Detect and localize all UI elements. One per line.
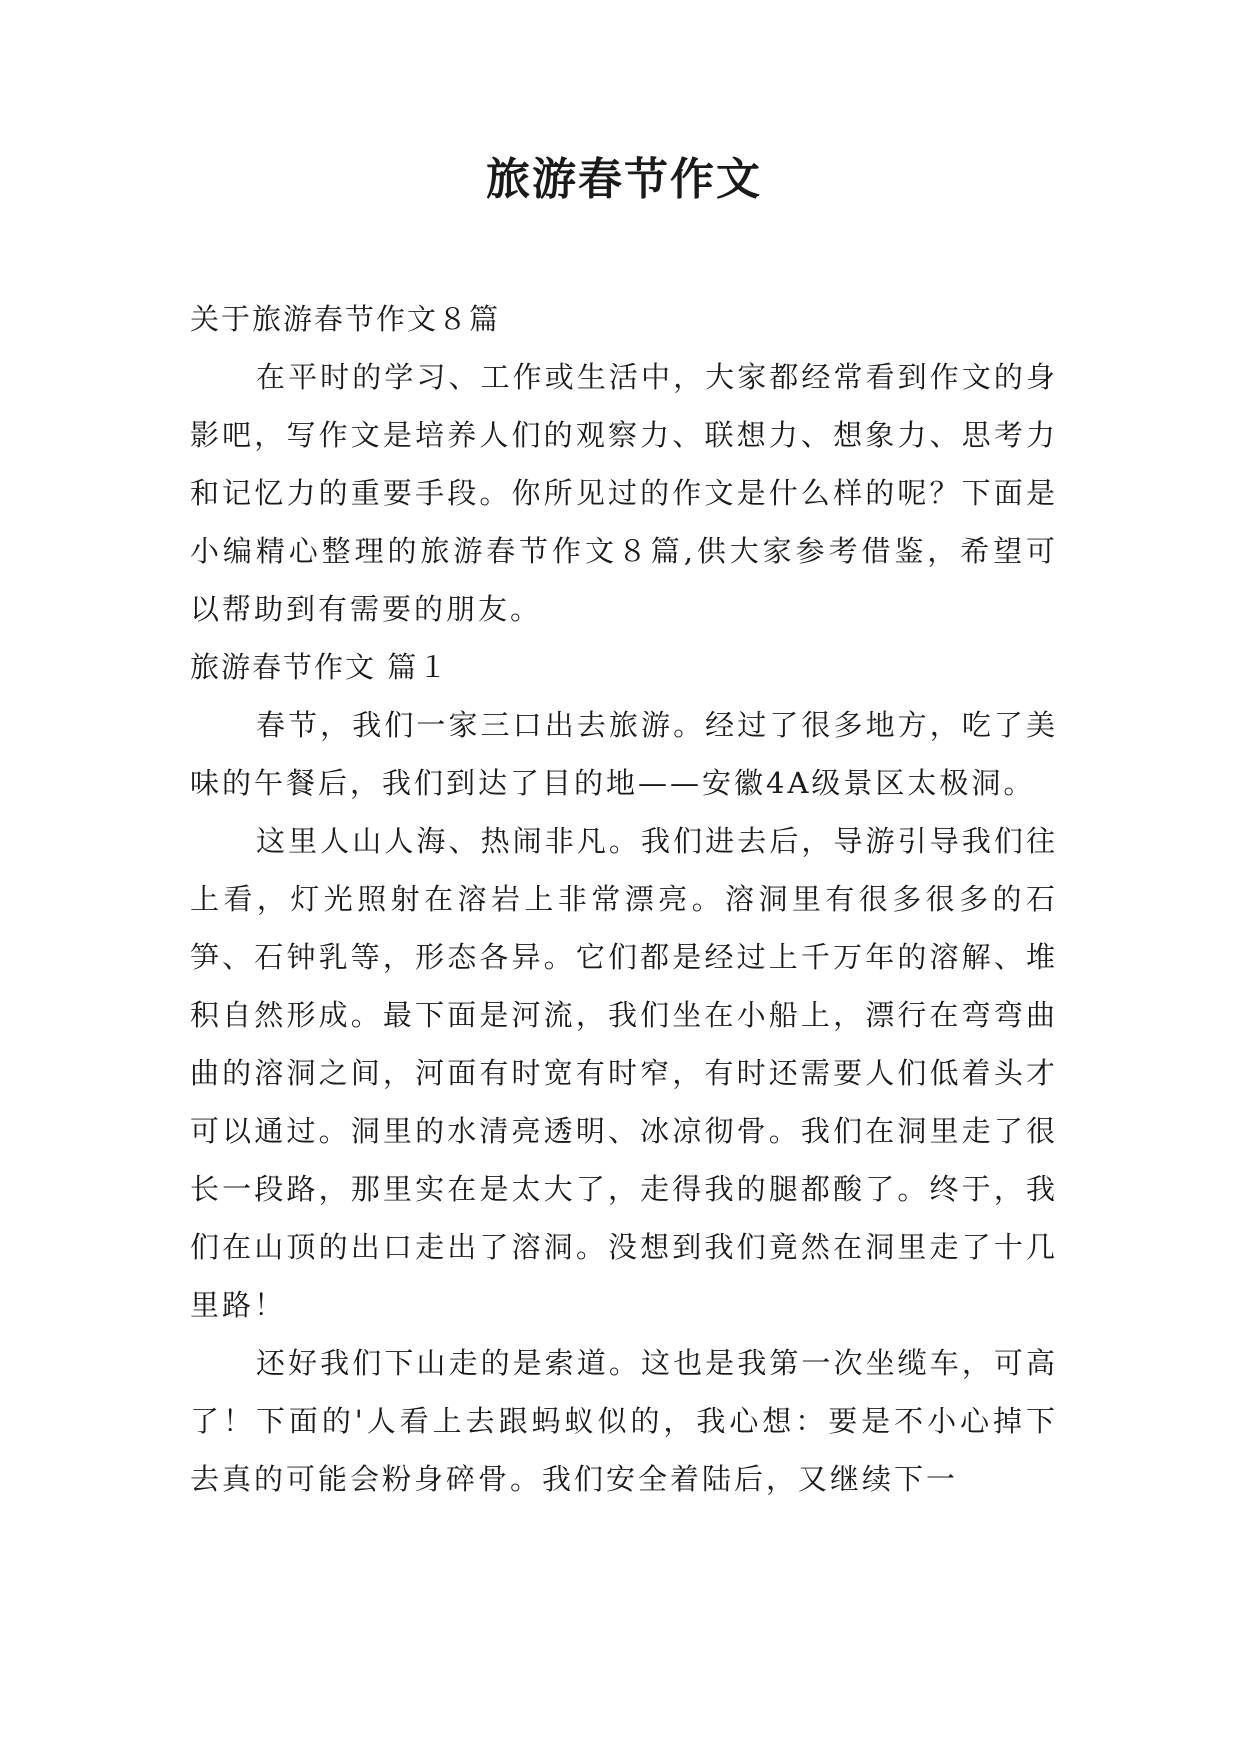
body-paragraph-3: 还好我们下山走的是索道。这也是我第一次坐缆车，可高了！下面的'人看上去跟蚂蚁似的，我心想：要是不小心掉下去真的可能会粉身碎骨。我们安全着陆后，又继续下一 <box>190 1346 1058 1496</box>
body-paragraph-2: 这里人山人海、热闹非凡。我们进去后，导游引导我们往上看，灯光照射在溶岩上非常漂亮。溶洞里有很多很多的石笋、石钟乳等，形态各异。它们都是经过上千万年的溶解、堆积自然形成。最下面是河流，我们坐在小船上，漂行在弯弯曲曲的溶洞之间，河面有时宽有时窄，有时还需要人们低着头才可以通过。洞里的水清亮透明、冰凉彻骨。我们在洞里走了很长一段路，那里实在是太大了，走得我的腿都酸了。终于，我们在山顶的出口走出了溶洞。没想到我们竟然在洞里走了十几里路！ <box>190 824 1058 1322</box>
document-body <box>190 290 1058 1508</box>
document-title: 旅游春节作文 <box>486 154 762 205</box>
document-page <box>190 0 1058 1754</box>
section-heading: 旅游春节作文 篇１ <box>190 650 450 684</box>
body-paragraph-1: 春节，我们一家三口出去旅游。经过了很多地方，吃了美味的午餐后，我们到达了目的地——安徽4A级景区太极洞。 <box>190 708 1058 800</box>
intro-paragraph: 在平时的学习、工作或生活中，大家都经常看到作文的身影吧，写作文是培养人们的观察力、联想力、想象力、思考力和记忆力的重要手段。你所见过的作文是什么样的呢？下面是小编精心整理的旅游春节作文８篇,供大家参考借鉴，希望可以帮助到有需要的朋友。 <box>190 360 1058 626</box>
document-subtitle: 关于旅游春节作文８篇 <box>190 302 501 336</box>
